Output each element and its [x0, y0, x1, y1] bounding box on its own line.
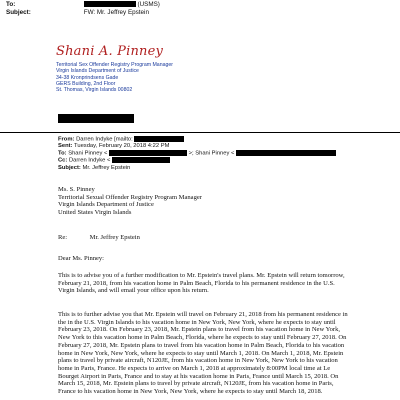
- redaction-bar: [58, 114, 134, 123]
- paragraph-line: home in Paris, France. He expects to arrive on March 1, 2018 at approximately 8:00PM local time at Le: [58, 364, 331, 372]
- letter-address: [58, 186, 388, 217]
- subject-row: [58, 165, 398, 172]
- paragraph-line: Bourget Airport in Paris, France and to stay at his vacation home in Paris, France until March 15, 2018. On: [58, 372, 339, 380]
- redaction-bar: [109, 150, 187, 156]
- address-line: Territorial Sexual Offender Registry Program Manager: [58, 193, 202, 201]
- paragraph-line: February 21, 2018, from his vacation home in Palm Beach, Florida to his permanent residence in the U.S.: [58, 279, 335, 287]
- divider: [0, 132, 400, 133]
- to-label: To:: [58, 150, 67, 157]
- subject-row: [6, 9, 396, 16]
- cc-label: Cc:: [58, 157, 68, 164]
- signature-line: 34-38 Kronprindsens Gade: [56, 74, 119, 81]
- paragraph-2: [58, 311, 398, 396]
- redaction-bar: [112, 157, 170, 163]
- paragraph-line: New York to this vacation home in Palm Beach, Florida, where he expects to stay until February 27, 2018. On: [58, 334, 347, 342]
- paragraph-line: February 27, 2018, Mr. Epstein plans to travel from his vacation home in Palm Beach, Florida to his vacation: [58, 341, 345, 349]
- redaction-bar: [236, 150, 336, 156]
- address-line: Ms. S. Pinney: [58, 186, 95, 193]
- to-row: [58, 150, 398, 157]
- to-label: To:: [6, 1, 16, 8]
- subject-value: FW: Mr. Jeffrey Epstein: [83, 9, 149, 16]
- email-header: [6, 1, 396, 16]
- sent-label: Sent:: [58, 143, 73, 150]
- re-value: Mr. Jeffrey Epstein: [89, 234, 140, 241]
- re-label: Re:: [58, 234, 68, 241]
- cc-value: Darren Indyke <: [68, 157, 111, 164]
- re-line: [58, 234, 140, 242]
- paragraph-line: February 23, 2018. On February 23, 2018, Mr. Epstein plans to travel from his vacation home in New York,: [58, 326, 341, 334]
- redaction-bar: [134, 136, 184, 142]
- paragraph-line: This is to further advise you that Mr. Epstein will travel on February 21, 2018 from his permanent residence in: [58, 311, 348, 318]
- signature-line: Territorial Sex Offender Registry Program Manager: [56, 62, 173, 68]
- from-value: Darren Indyke [mailto:: [76, 136, 133, 143]
- salutation: Dear Ms. Pinney:: [58, 255, 105, 262]
- subject-label: Subject:: [6, 9, 31, 16]
- to-row: [6, 1, 396, 8]
- to-value: Shani Pinney <: [68, 150, 108, 157]
- signature-line: St. Thomas, Virgin Islands 00802: [56, 87, 133, 94]
- address-line: Virgin Islands Department of Justice: [58, 201, 154, 209]
- cc-row: [58, 157, 398, 164]
- paragraph-line: Virgin Islands, and will email your office upon his return.: [58, 287, 209, 295]
- from-label: From:: [58, 136, 75, 143]
- from-row: [58, 136, 398, 143]
- paragraph-line: This is to advise you of a further modification to Mr. Epstein's travel plans. Mr. Epstein will return tomorrow,: [58, 272, 345, 279]
- signature-line: Virgin Islands Department of Justice: [56, 68, 139, 75]
- paragraph-line: the in the U.S. Virgin Islands to his vacation home in New York, New York, where he expects to stay until: [58, 318, 336, 326]
- redaction-bar: [84, 1, 136, 7]
- sent-value: Tuesday, February 20, 2018 4:22 PM: [74, 143, 170, 150]
- subject-label: Subject:: [58, 164, 81, 171]
- paragraph-line: France to his vacation home in New York, New York, where he expects to stay until March 18, 2018.: [58, 388, 323, 396]
- paragraph-line: home in New York, New York, where he expects to stay until March 1, 2018. On March 1, 2018, Mr. Epstein: [58, 349, 344, 357]
- forwarded-header: [58, 136, 398, 172]
- sent-row: [58, 143, 398, 150]
- to-value: >; Shani Pinney <: [188, 150, 235, 157]
- signature-block: [56, 62, 296, 93]
- signature-line: GERS Building, 2nd Floor: [56, 80, 116, 87]
- signature-name: Shani A. Pinney: [56, 44, 164, 59]
- address-line: United States Virgin Islands: [58, 209, 132, 217]
- paragraph-line: plans to travel by private aircraft, N120JE, from his vacation home in New York, New York to his vacation: [58, 357, 338, 365]
- paragraph-line: March 15, 2018, Mr. Epstein plans to travel by private aircraft, N120JE, from his vacation home in Paris,: [58, 380, 334, 388]
- subject-value: Mr. Jeffrey Epstein: [82, 164, 131, 171]
- to-suffix: (USMS): [137, 1, 160, 8]
- paragraph-1: [58, 272, 398, 295]
